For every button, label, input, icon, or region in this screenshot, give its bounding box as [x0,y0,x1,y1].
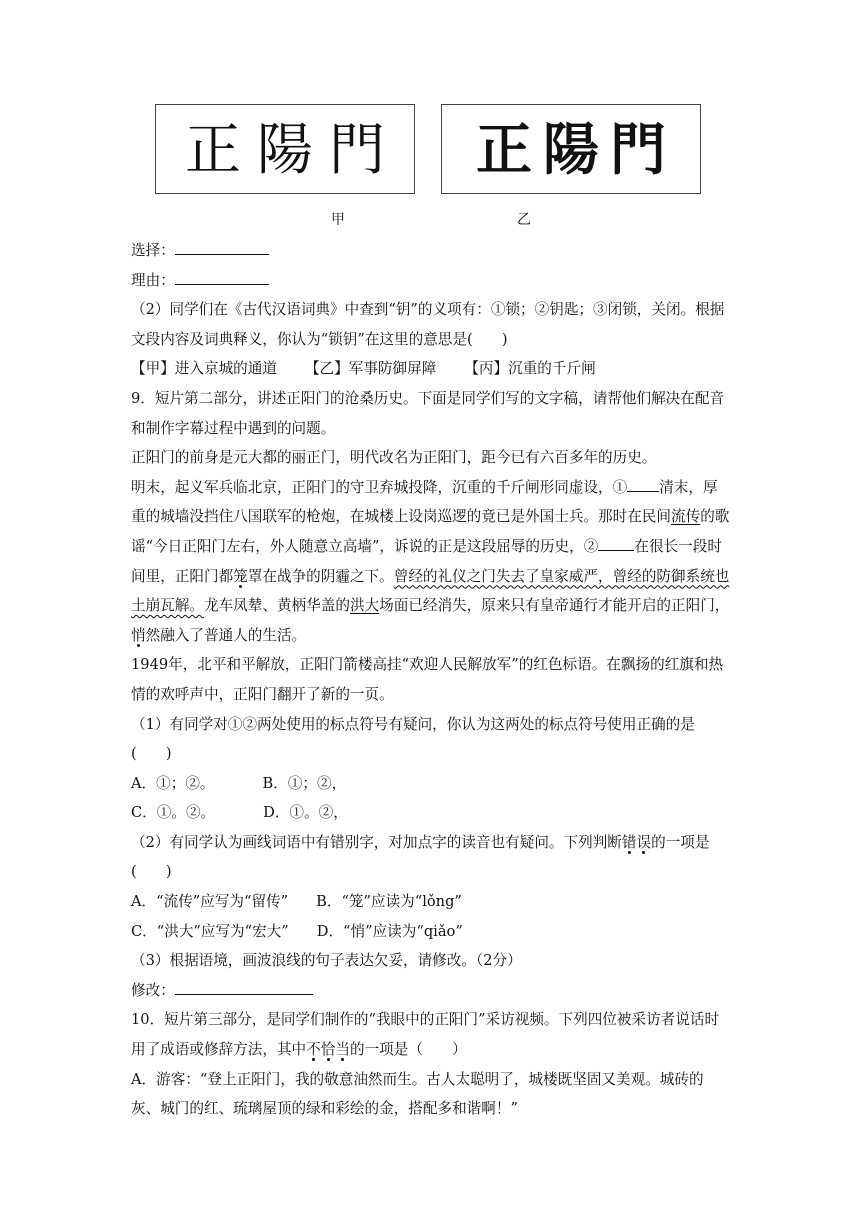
q9-sub2-options-cd [131,917,731,947]
p2-d: 的歌谣“今日正阳门左右，外人随意立高墙”，诉说的正是这段屈辱的历史，② [131,508,730,555]
reason-line [131,266,731,296]
blank-1[interactable] [627,473,659,492]
p2-e: 在很长一段时间里，正阳门都 [131,537,722,585]
reason-blank[interactable] [175,266,269,285]
option-b: B．①；②， [262,774,347,792]
p2-m: 然融入了普通人的生活。 [145,626,307,644]
calligraphy-yi-image [446,109,696,189]
plaque-yi [441,104,701,194]
q9-sub1: （1）有同学对①②两处使用的标点符号有疑问，你认为这两处的标点符号使用正确的是( ) [131,715,695,763]
sub2-pre: （2）有同学认为画线词语中有错别字，对加点字的读音也有疑问。下列判断 [131,833,622,851]
option-d: D．①。②， [263,804,348,822]
dotted-dang: 当 [335,1041,350,1059]
q8-option-bing: 【丙】沉重的千斤闸 [464,360,596,378]
revise-line [131,976,731,1006]
dotted-qiao: 悄 [131,626,146,644]
revise-label: 修改： [131,981,175,999]
q8-option-yi: 【乙】军事防御屏障 [304,360,437,378]
q9-sub2-options-ab [131,887,731,917]
option-c: C．“洪大”应写为“宏大” [131,922,289,940]
q9-paragraph-2 [131,473,731,651]
q10-post: 的一项是（ ） [349,1041,467,1059]
choose-blank[interactable] [175,236,269,255]
q9-sub1-options-ab [131,769,731,799]
q9-paragraph-1: 正阳门的前身是元大都的丽正门，明代改名为正阳门，距今已有六百多年的历史。 [131,449,657,467]
underlined-liuchuan: 流传 [670,508,701,526]
q10-pre: 10．短片第三部分，是同学们制作的“我眼中的正阳门”采访视频。下列四位被采访者说话时用了成语或修辞方法，其中 [131,1011,720,1059]
q8-option-jia: 【甲】进入京城的通道 [131,360,277,378]
option-d: D．“悄”应读为“qiǎo” [316,922,463,940]
dotted-bu: 不 [306,1041,321,1059]
q9-sub2 [131,828,731,887]
p2-a: 明末，起义军兵临北京，正阳门的守卫弃城投降，沉重的千斤闸形同虚设，① [131,478,628,496]
calligraphy-jia-image [160,109,410,189]
choose-line [131,236,731,266]
q8-sub2: （2）同学们在《古代汉语词典》中查到“钥”的义项有：①锁；②钥匙；③闭锁，关闭。根据文段内容及词典释义，你认为“锁钥”在这里的意思是( ) [131,301,725,348]
wavy-sentence: 曾经的礼仪之门失去了皇家威严，曾经的防御系统也土崩瓦解。 [131,567,730,615]
reason-label: 理由： [131,271,175,289]
revise-blank[interactable] [175,976,313,995]
dotted-wu: 误 [636,833,652,851]
plaque-jia-text: 正陽門 [185,118,385,183]
q9-sub1-options-cd [131,798,731,828]
q10-stem [131,1005,731,1064]
p2-i: 龙车凤辇、黄柄华盖的 [203,597,350,615]
question-content [131,236,731,1124]
sub2-post: 的一项是( ) [131,833,710,881]
underlined-hongda: 洪大 [349,597,380,615]
dotted-long: 笼 [233,567,248,585]
q8-options [131,354,731,384]
q9-sub3: （3）根据语境，画波浪线的句子表达欠妥，请修改。（2分） [131,952,522,970]
dotted-cuo: 错 [621,833,637,851]
p2-g: 罩在战争的阴霾之下。 [247,567,394,585]
caption-yi: 乙 [517,212,531,228]
q9-intro: 9．短片第二部分，讲述正阳门的沧桑历史。下面是同学们写的文字稿，请帮他们解决在配音和制作字幕过程中遇到的问题。 [131,389,725,437]
caption-jia: 甲 [331,212,345,228]
option-b: B．“笼”应读为“lǒng” [316,893,462,911]
q10-option-a: A．游客：“登上正阳门，我的敬意油然而生。古人太聪明了，城楼既坚固又美观。城砖的灰、城门的红、琉璃屋顶的绿和彩绘的金，搭配多和谐啊！” [131,1070,704,1118]
blank-2[interactable] [598,532,634,551]
plaque-jia [155,104,415,194]
option-c: C．①。②。 [131,804,216,822]
dotted-qia: 恰 [320,1041,336,1059]
q9-paragraph-3: 1949年，北平和平解放，正阳门箭楼高挂“欢迎人民解放军”的红色标语。在飘扬的红旗和热情的欢呼声中，正阳门翻开了新的一页。 [131,656,724,703]
option-a: A．①；②。 [131,774,215,792]
p2-b: 清末，厚重的城墙没挡住八国联军的枪炮，在城楼上设岗巡逻的竟已是外国士兵。那时在民间 [131,478,718,526]
option-a: A．“流传”应写为“留传” [131,893,289,911]
plaque-yi-text: 正陽門 [476,117,666,183]
choose-label: 选择： [131,242,175,259]
p2-k: 场面已经消失，原来只有皇帝通行才能开启的正阳门， [379,597,730,615]
